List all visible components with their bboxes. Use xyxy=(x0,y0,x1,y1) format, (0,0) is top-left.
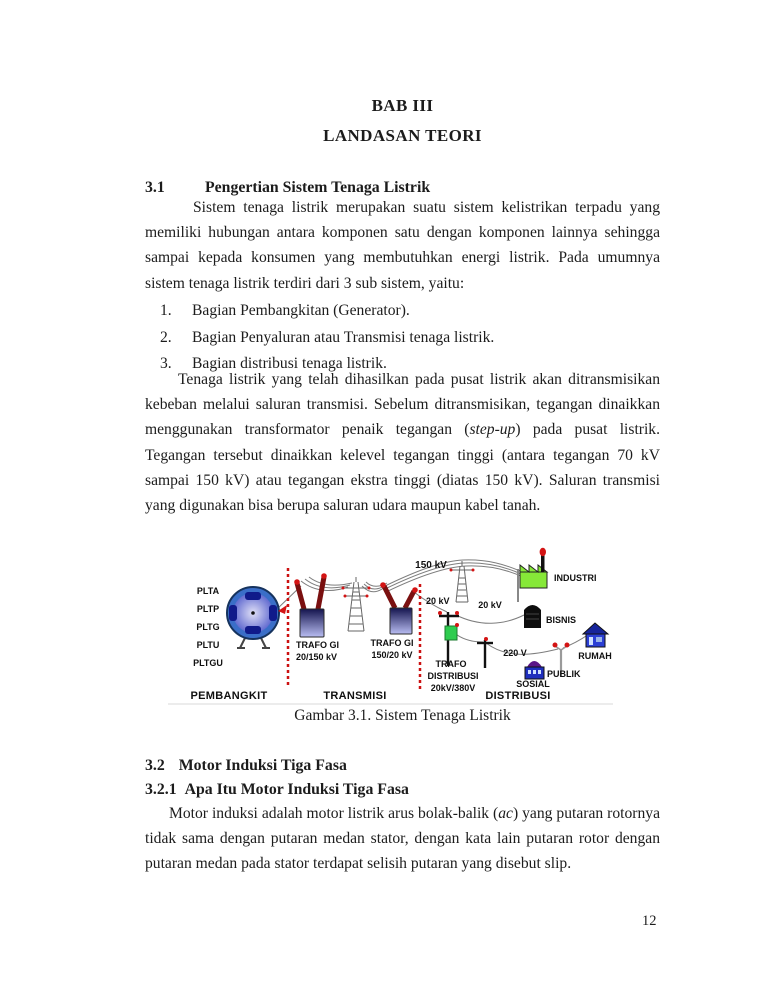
factory-icon xyxy=(518,548,547,602)
label-pltu: PLTU xyxy=(196,640,220,650)
label-trafo-gi-2: TRAFO GI xyxy=(370,638,414,648)
label-pltp: PLTP xyxy=(196,604,220,614)
label-trafo-distribusi-2: DISTRIBUSI xyxy=(427,671,479,681)
paragraph-2-part1: Tenaga listrik yang telah dihasilkan pada pusat listrik akan ditransmisikan kebeban melalui saluran transmisi. Sebelum ditransmisikan, tegangan dinaikkan menggunakan transformator penaik tegangan ( xyxy=(145,371,660,439)
list-item-text: Bagian distribusi tenaga listrik. xyxy=(192,355,387,372)
chapter-title: BAB III xyxy=(371,96,434,115)
paragraph-1: Sistem tenaga listrik merupakan suatu sistem kelistrikan terpadu yang memiliki hubungan antara komponen satu dengan komponen lainnya sehingga sampai kepada konsumen yang membutuhkan energi listrik. Pada umumnya sistem tenaga listrik terdiri dari 3 sub sistem, yaitu: xyxy=(145,199,660,292)
chapter-subtitle: LANDASAN TEORI xyxy=(323,126,482,145)
paragraph-3-part2: ) yang putaran rotornya tidak sama dengan putaran medan stator, dengan kata lain putaran rotor dengan putaran medan pada stator terdapat selisih putaran yang disebut slip. xyxy=(145,805,660,873)
power-system-figure xyxy=(168,546,613,706)
label-20kv-b: 20 kV xyxy=(478,600,502,610)
label-publik: PUBLIK xyxy=(547,669,581,679)
generator-icon xyxy=(227,587,287,648)
figure-caption: Gambar 3.1. Sistem Tenaga Listrik xyxy=(294,707,511,724)
label-trafo-distribusi-3: 20kV/380V xyxy=(430,683,476,693)
section-title: Apa Itu Motor Induksi Tiga Fasa xyxy=(184,781,409,798)
label-sosial: SOSIAL xyxy=(516,679,550,689)
list-item xyxy=(145,298,660,325)
paragraph-3-part1: Motor induksi adalah motor listrik arus bolak-balik ( xyxy=(169,805,499,822)
label-industri: INDUSTRI xyxy=(554,573,597,583)
label-rumah: RUMAH xyxy=(578,651,612,661)
label-trafo-distribusi-1: TRAFO xyxy=(435,659,467,669)
list-item-text: Bagian Pembangkitan (Generator). xyxy=(192,302,410,319)
figure-edge-artifact xyxy=(168,703,613,705)
label-bisnis: BISNIS xyxy=(546,615,577,625)
label-plta: PLTA xyxy=(196,586,220,596)
subsystem-list xyxy=(145,298,660,378)
paragraph-3 xyxy=(145,801,660,877)
list-item-number: 3. xyxy=(160,355,172,372)
label-150kv: 150 kV xyxy=(415,560,447,571)
text-column xyxy=(145,0,660,994)
label-trafo-gi-1: TRAFO GI xyxy=(296,640,339,650)
label-pembangkit: PEMBANGKIT xyxy=(190,690,268,702)
office-building-icon xyxy=(524,605,541,628)
label-distribusi: DISTRIBUSI xyxy=(485,690,551,702)
label-pltg: PLTG xyxy=(196,622,220,632)
mosque-icon xyxy=(525,661,544,679)
label-transmisi: TRANSMISI xyxy=(323,690,387,702)
page-number: 12 xyxy=(642,913,657,929)
list-item-number: 1. xyxy=(160,302,172,319)
section-3-2-1-heading xyxy=(145,781,660,799)
label-20kv-a: 20 kV xyxy=(426,596,450,606)
list-item-text: Bagian Penyaluran atau Transmisi tenaga listrik. xyxy=(192,328,495,346)
section-title: Pengertian Sistem Tenaga Listrik xyxy=(205,179,431,196)
house-icon xyxy=(583,623,608,647)
section-number: 3.1 xyxy=(145,179,165,196)
section-number: 3.2 xyxy=(145,757,165,774)
transformer-gi-2-icon xyxy=(380,582,418,634)
paragraph-2 xyxy=(145,367,660,518)
section-3-2-heading xyxy=(145,757,660,775)
label-pltgu: PLTGU xyxy=(193,658,223,668)
paragraph-2-italic: step-up xyxy=(469,421,516,439)
paragraph-2-part2: ) pada pusat listrik. Tegangan tersebut dinaikkan kelevel tegangan tinggi (antara tegangan 70 kV sampai 150 kV) atau tegangan ekstra tinggi (diatas 150 kV). Saluran transmisi yang digunakan bisa berupa saluran udara maupun kabel tanah. xyxy=(145,421,660,515)
paragraph-3-italic: ac xyxy=(498,805,513,822)
distribution-transformer-box xyxy=(445,626,457,640)
list-item-number: 2. xyxy=(160,328,172,346)
label-trafo-gi-2-rating: 150/20 kV xyxy=(371,650,413,660)
distribution-pole-1-icon xyxy=(438,611,459,666)
transmission-tower-1-icon xyxy=(342,577,371,631)
label-220v: 220 V xyxy=(503,648,527,658)
list-item xyxy=(145,325,660,352)
section-number: 3.2.1 xyxy=(145,781,177,798)
label-trafo-gi-1-rating: 20/150 kV xyxy=(296,652,338,662)
section-title: Motor Induksi Tiga Fasa xyxy=(178,757,347,774)
plant-type-labels xyxy=(193,586,223,668)
